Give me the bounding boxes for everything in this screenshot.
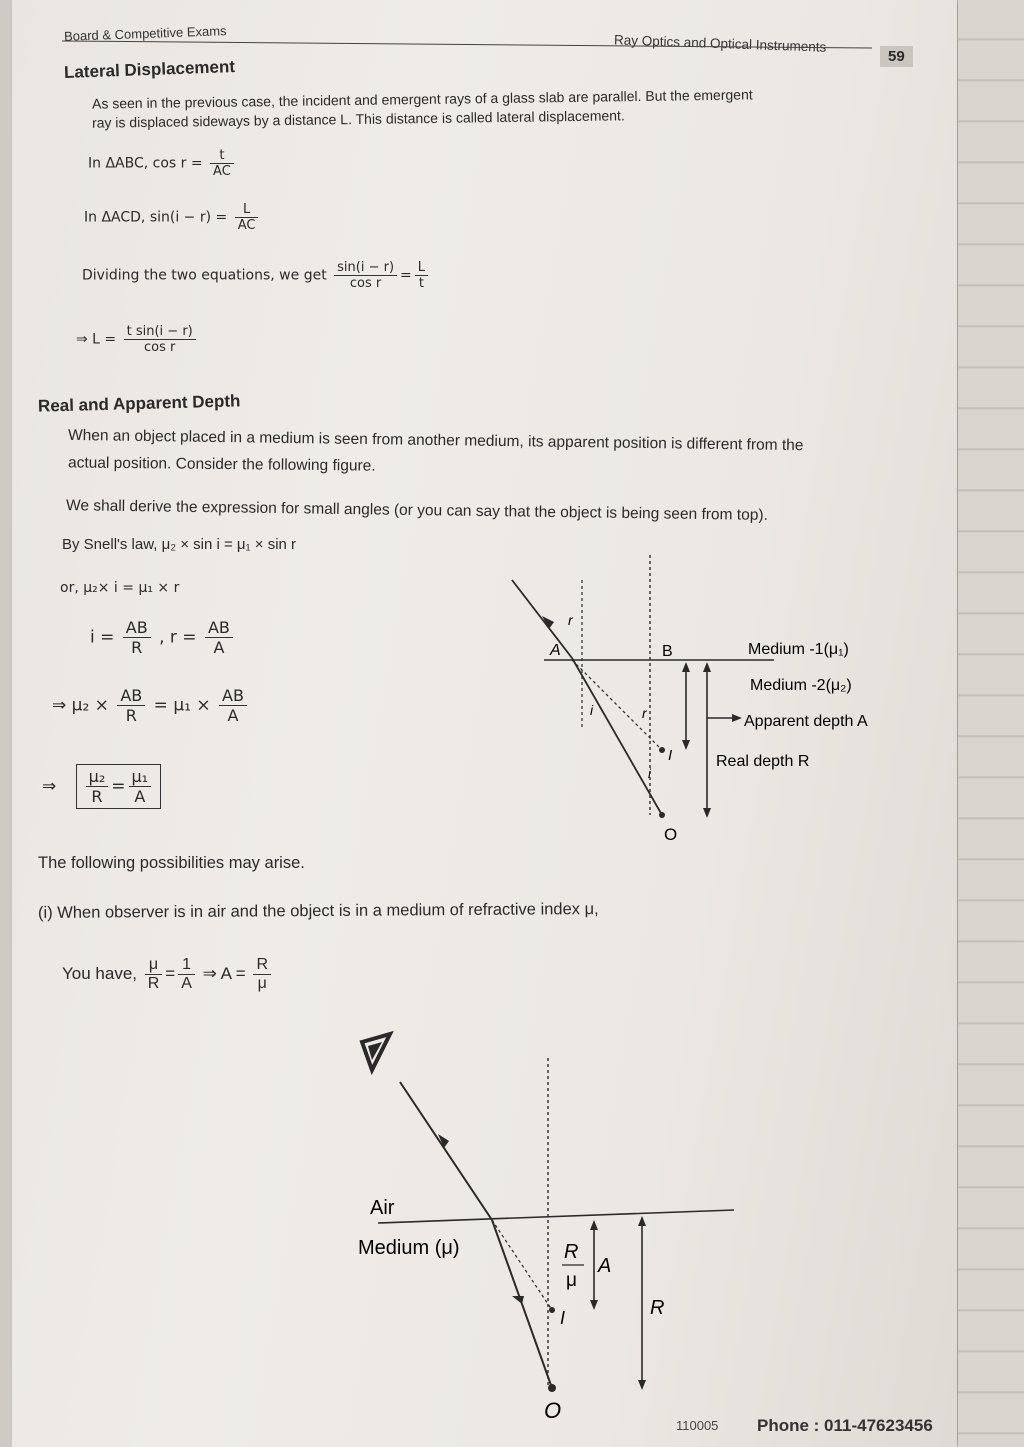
step-prefix: ⇒ μ₂ × — [52, 695, 109, 716]
eye-icon — [362, 1034, 390, 1070]
label-air: Air — [370, 1197, 395, 1219]
observer-in-air-figure — [332, 1020, 752, 1430]
label-real-depth: Real depth R — [716, 753, 810, 770]
label-B: B — [662, 643, 673, 660]
case-1-text: (i) When observer is in air and the object is in a medium of refractive index μ, — [37, 900, 599, 922]
ir-r-prefix: , r = — [159, 627, 197, 648]
eq1-numerator: t — [210, 148, 234, 164]
step-middle: = μ₁ × — [153, 695, 211, 716]
adjacent-pages-edge — [958, 0, 1024, 1447]
label-O: O — [664, 825, 678, 844]
header-book-title: Board & Competitive Exams — [63, 23, 227, 44]
page-number: 59 — [880, 46, 913, 67]
step-denominator-left: R — [125, 706, 137, 725]
equation-boxed-result — [42, 764, 161, 809]
eq4-prefix: ⇒ L = — [76, 331, 117, 348]
label-R-over-mu-num: R — [564, 1241, 579, 1263]
label-I: I — [668, 747, 673, 764]
step-numerator-left: AB — [117, 686, 145, 706]
yh-denominator-1: R — [147, 975, 160, 992]
eq2-prefix: In ΔACD, sin(i − r) = — [84, 209, 228, 226]
real-arrow-head-bottom — [703, 808, 711, 818]
label-medium: Medium (μ) — [358, 1237, 460, 1259]
apparent-arrow-head-bottom — [682, 740, 690, 750]
apparent-arrow-head-top — [682, 662, 690, 672]
object-point-2 — [548, 1384, 556, 1392]
ir-i-prefix: i = — [90, 627, 115, 648]
yh-numerator-1: μ — [145, 956, 163, 975]
ir-i-denominator: R — [131, 638, 143, 657]
label-medium-1: Medium -1(μ₁) — [748, 641, 849, 658]
label-medium-2: Medium -2(μ₂) — [750, 677, 852, 694]
result-arrow: ⇒ — [42, 776, 57, 797]
result-numerator-right: μ₁ — [129, 767, 152, 787]
label-r: r — [642, 705, 647, 721]
real-apparent-heading: Real and Apparent Depth — [37, 391, 241, 416]
result-denominator-right: A — [134, 787, 146, 806]
equation-lateral-result — [76, 324, 199, 355]
real-apparent-para1-line1: When an object placed in a medium is seen from another medium, its apparent position is different from the — [67, 426, 804, 455]
apparent-arrow-top-2 — [590, 1220, 598, 1230]
eq2-denominator: AC — [237, 218, 256, 233]
ir-r-numerator: AB — [205, 618, 233, 638]
footer-partial-address: 110005 — [676, 1418, 719, 1433]
yh-denominator-2: A — [181, 975, 192, 992]
snell-law: By Snell's law, μ₂ × sin i = μ₁ × sin r — [62, 536, 297, 553]
step-denominator-right: A — [227, 706, 239, 725]
label-R-over-mu-den: μ — [566, 1270, 577, 1291]
real-arrow-head-top — [703, 662, 711, 672]
real-apparent-para1-line2: actual position. Consider the following figure. — [67, 454, 376, 475]
equation-cos-r — [88, 148, 237, 179]
label-I-2: I — [560, 1308, 566, 1328]
you-have-equation: You have, $\frac{\mu}{R}$ = $\frac{1}{A}$ ⇒ A = $\frac{R}{\mu}$ — [62, 956, 274, 993]
snell-small-angle: or, μ₂× i = μ₁ × r — [60, 580, 180, 596]
label-R-2: R — [650, 1297, 665, 1319]
image-point-2 — [549, 1307, 555, 1313]
apparent-arrow-bottom-2 — [590, 1300, 598, 1310]
label-apparent-depth: Apparent depth A — [744, 713, 868, 730]
equation-substitution — [52, 686, 250, 725]
lateral-displacement-heading: Lateral Displacement — [63, 57, 236, 82]
ir-r-denominator: A — [213, 638, 225, 657]
eq3-prefix: Dividing the two equations, we get — [82, 267, 327, 284]
yh-numerator-2: 1 — [178, 956, 195, 975]
air-medium-interface — [378, 1210, 734, 1223]
lateral-paragraph-line2: ray is displaced sideways by a distance L. This distance is called lateral displacement. — [91, 107, 625, 131]
ray-arrow-medium — [512, 1296, 524, 1304]
incident-ray-upper — [512, 580, 572, 658]
textbook-page — [12, 0, 957, 1447]
result-denominator-left: R — [91, 787, 103, 806]
image-point — [659, 747, 665, 753]
result-numerator-left: μ₂ — [86, 767, 109, 787]
real-arrow-top-2 — [638, 1216, 646, 1226]
eq2-numerator: L — [235, 202, 259, 218]
eq3-denominator-left: cos r — [349, 276, 382, 291]
apparent-pointer-head — [732, 714, 742, 722]
eq1-prefix: In ΔABC, cos r = — [88, 155, 203, 172]
label-i: i — [590, 702, 594, 718]
label-O-2: O — [544, 1398, 562, 1423]
eq3-denominator-right: t — [418, 276, 424, 291]
ir-i-numerator: AB — [123, 618, 151, 638]
equation-i-r — [90, 618, 236, 657]
label-i-bottom: i — [648, 766, 651, 781]
eq4-numerator: t sin(i − r) — [124, 324, 196, 340]
real-apparent-depth-figure — [502, 550, 922, 850]
label-A-2: A — [598, 1255, 612, 1277]
eq1-denominator: AC — [213, 164, 231, 179]
real-apparent-para2: We shall derive the expression for small angles (or you can say that the object is being seen from top). — [65, 497, 768, 524]
object-point — [659, 812, 665, 818]
ray-in-air — [400, 1082, 492, 1220]
yh-numerator-3: R — [253, 956, 271, 975]
header-chapter-title: Ray Optics and Optical Instruments — [613, 32, 827, 55]
footer-phone: Phone : 011-47623456 — [757, 1416, 933, 1435]
step-numerator-right: AB — [219, 686, 247, 706]
eq3-numerator-right: L — [415, 260, 428, 276]
eq3-numerator-left: sin(i − r) — [334, 260, 397, 276]
you-have-prefix: You have, — [62, 963, 137, 983]
equation-divide: Dividing the two equations, we get $\frac{\sin(i - r)}{\text{cos r}}$ = $\frac{L}{t}$ — [82, 260, 431, 291]
eq4-denominator: cos r — [144, 340, 176, 355]
label-r-top: r — [568, 612, 573, 628]
boxed-result: $\frac{\text{μ₂}}{R}$ = $\frac{\text{μ₁}}{A}$ — [76, 764, 161, 809]
yh-denominator-3: μ — [257, 975, 267, 992]
real-arrow-bottom-2 — [638, 1380, 646, 1390]
yh-arrow: ⇒ A = — [202, 963, 246, 983]
lateral-paragraph-line1: As seen in the previous case, the incident and emergent rays of a glass slab are parallel. But the emergent — [91, 86, 753, 112]
equation-sin-i-r — [84, 202, 261, 233]
possibilities-text: The following possibilities may arise. — [38, 854, 305, 872]
label-A: A — [550, 642, 561, 659]
